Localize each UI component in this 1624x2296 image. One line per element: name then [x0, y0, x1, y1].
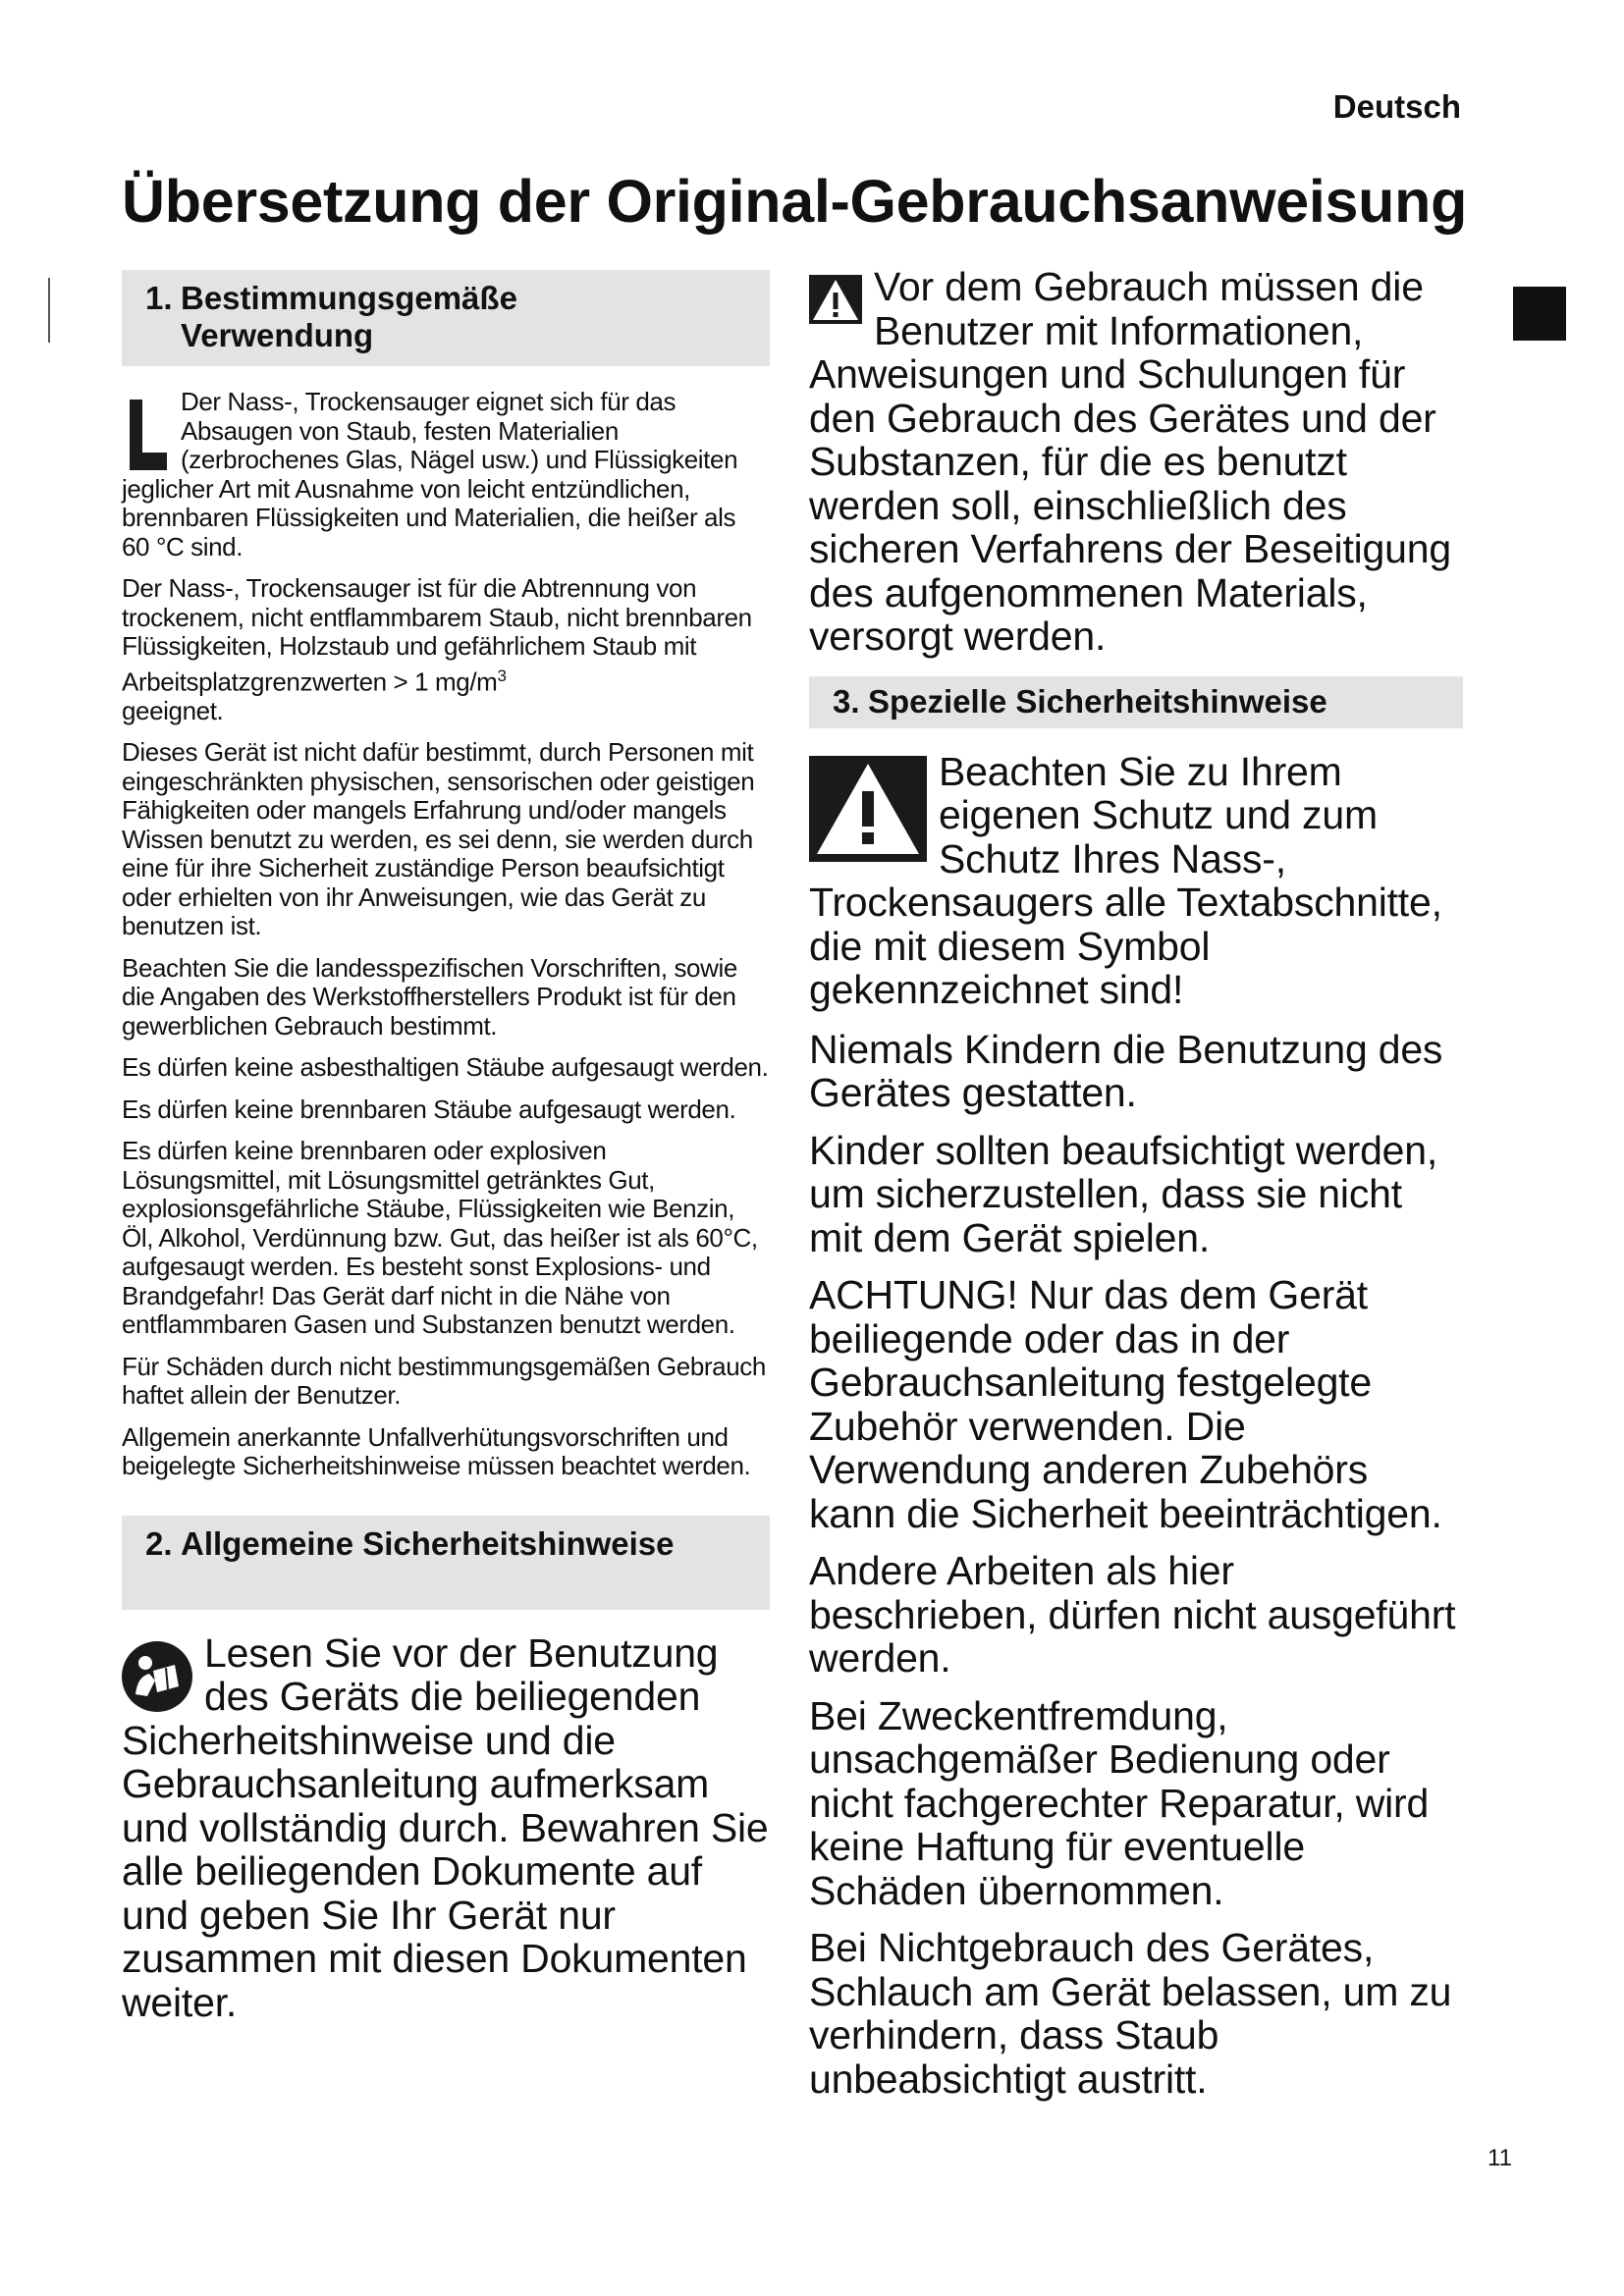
right-column [809, 265, 1463, 2114]
warning-triangle-icon [809, 756, 927, 862]
paragraph: ACHTUNG! Nur das dem Gerät beiliegende oder das in der Gebrauchsanleitung festgelegte Zubehör verwenden. Die Verwendung anderen Zubehörs kann die Sicherheit beeinträchtigen. [809, 1272, 1442, 1536]
paragraph: Kinder sollten beaufsichtigt werden, um sicherzustellen, dass sie nicht mit dem Gerät spielen. [809, 1127, 1438, 1260]
language-tab-marker [1513, 287, 1566, 341]
paragraph-text: Lesen Sie vor der Benutzung des Geräts die beiliegenden Sicherheitshinweise und die Gebrauchsanleitung aufmerksam und vollständig durch. Bewahren Sie alle beiliegenden Dokumente auf und geben Sie Ihr Gerät nur zusammen mit diesen Dokumenten weiter. [122, 1629, 769, 2025]
section-2-title: Allgemeine Sicherheitshinweise [181, 1524, 675, 1562]
paragraph: Allgemein anerkannte Unfallverhütungsvorschriften und beigelegte Sicherheitshinweise müssen beachtet werden. [122, 1421, 751, 1481]
margin-mark [48, 278, 50, 343]
read-manual-icon [122, 1641, 192, 1712]
section-1-number: 1. [145, 280, 173, 316]
paragraph: Bei Nichtgebrauch des Gerätes, Schlauch am Gerät belassen, um zu verhindern, dass Staub unbeabsichtigt austritt. [809, 1925, 1452, 2102]
paragraph [122, 1631, 770, 2025]
paragraph: Es dürfen keine brennbaren oder explosiven Lösungsmittel, mit Lösungsmittel getränktes Gut, explosionsgefährliche Stäube, Flüssigkeiten wie Benzin, Öl, Alkohol, Verdünnung bzw. Gut, das heißer ist als 60°C, aufgesaugt werden. Es besteht sonst Explosions- und Brandgefahr! Das Gerät darf nicht in die Nähe von entflammbaren Gasen und Substanzen benutzt werden. [122, 1136, 758, 1340]
paragraph: Bei Zweckentfremdung, unsachgemäßer Bedienung oder nicht fachgerechter Reparatur, wird keine Haftung für eventuelle Schäden übernommen. [809, 1692, 1430, 1913]
paragraph-text: Beachten Sie zu Ihrem eigenen Schutz und zum Schutz Ihres Nass-, Trockensaugers alle Textabschnitte, die mit diesem Symbol gekennzeichnet sind! [809, 748, 1442, 1012]
section-1-heading [122, 270, 770, 366]
section-1-title: Bestimmungsgemäße Verwendung [181, 280, 517, 353]
paragraph: Dieses Gerät ist nicht dafür bestimmt, durch Personen mit eingeschränkten physischen, sensorischen oder geistigen Fähigkeiten oder mangels Erfahrung und/oder mangels Wissen benutzt zu werden, es sei denn, sie werden durch eine für ihre Sicherheit zuständige Person beaufsichtigt oder erhielten von ihr Anweisungen, wie das Gerät zu benutzen ist. [122, 737, 755, 941]
l-icon [130, 400, 167, 470]
left-column [122, 270, 770, 2040]
section-3-heading [809, 676, 1463, 728]
paragraph [122, 388, 770, 561]
section-1-body [122, 388, 770, 1481]
paragraph: Niemals Kindern die Benutzung des Gerätes gestatten. [809, 1026, 1443, 1115]
paragraph: Es dürfen keine brennbaren Stäube aufgesaugt werden. [122, 1094, 736, 1124]
section-2-number: 2. [145, 1524, 173, 1562]
section-3-number: 3. [833, 682, 860, 720]
page-title: Übersetzung der Original-Gebrauchsanweisung [122, 168, 1468, 235]
paragraph-text: Der Nass-, Trockensauger eignet sich für das Absaugen von Staub, festen Materialien (zerbrochenes Glas, Nägel usw.) und Flüssigkeiten jeglicher Art mit Ausnahme von leicht entzündlichen, brennbaren Flüssigkeiten und Materialien, die heißer als 60 °C sind. [122, 387, 738, 561]
section-2-heading [122, 1516, 770, 1610]
paragraph-text: Der Nass-, Trockensauger ist für die Abtrennung von trockenem, nicht entflammbarem Staub, nicht brennbaren Flüssigkeiten, Holzstaub und gefährlichem Staub mit Arbeitsplatzgrenzwerten > 1 mg/m [122, 573, 752, 697]
section-3-title: Spezielle Sicherheitshinweise [868, 682, 1327, 720]
paragraph-text: Vor dem Gebrauch müssen die Benutzer mit Informationen, Anweisungen und Schulungen für den Gebrauch des Gerätes und der Substanzen, für die es benutzt werden soll, einschließlich des sicheren Verfahrens der Beseitigung des aufgenommenen Materials, versorgt werden. [809, 264, 1451, 659]
paragraph: Für Schäden durch nicht bestimmungsgemäßen Gebrauch haftet allein der Benutzer. [122, 1351, 766, 1411]
paragraph: Andere Arbeiten als hier beschrieben, dürfen nicht ausgeführt werden. [809, 1548, 1456, 1681]
paragraph [809, 265, 1463, 659]
paragraph [122, 574, 770, 725]
paragraph: Beachten Sie die landesspezifischen Vorschriften, sowie die Angaben des Werkstoffherstellers Produkt ist für den gewerblichen Gebrauch bestimmt. [122, 952, 737, 1041]
paragraph-text: geeignet. [122, 695, 224, 725]
superscript: 3 [497, 666, 507, 685]
paragraph: Es dürfen keine asbesthaltigen Stäube aufgesaugt werden. [122, 1052, 769, 1083]
warning-triangle-icon [809, 275, 862, 324]
language-label: Deutsch [1332, 88, 1461, 125]
paragraph [809, 750, 1463, 1012]
page-number: 11 [1488, 2145, 1512, 2171]
section-2-body [122, 1631, 770, 2025]
